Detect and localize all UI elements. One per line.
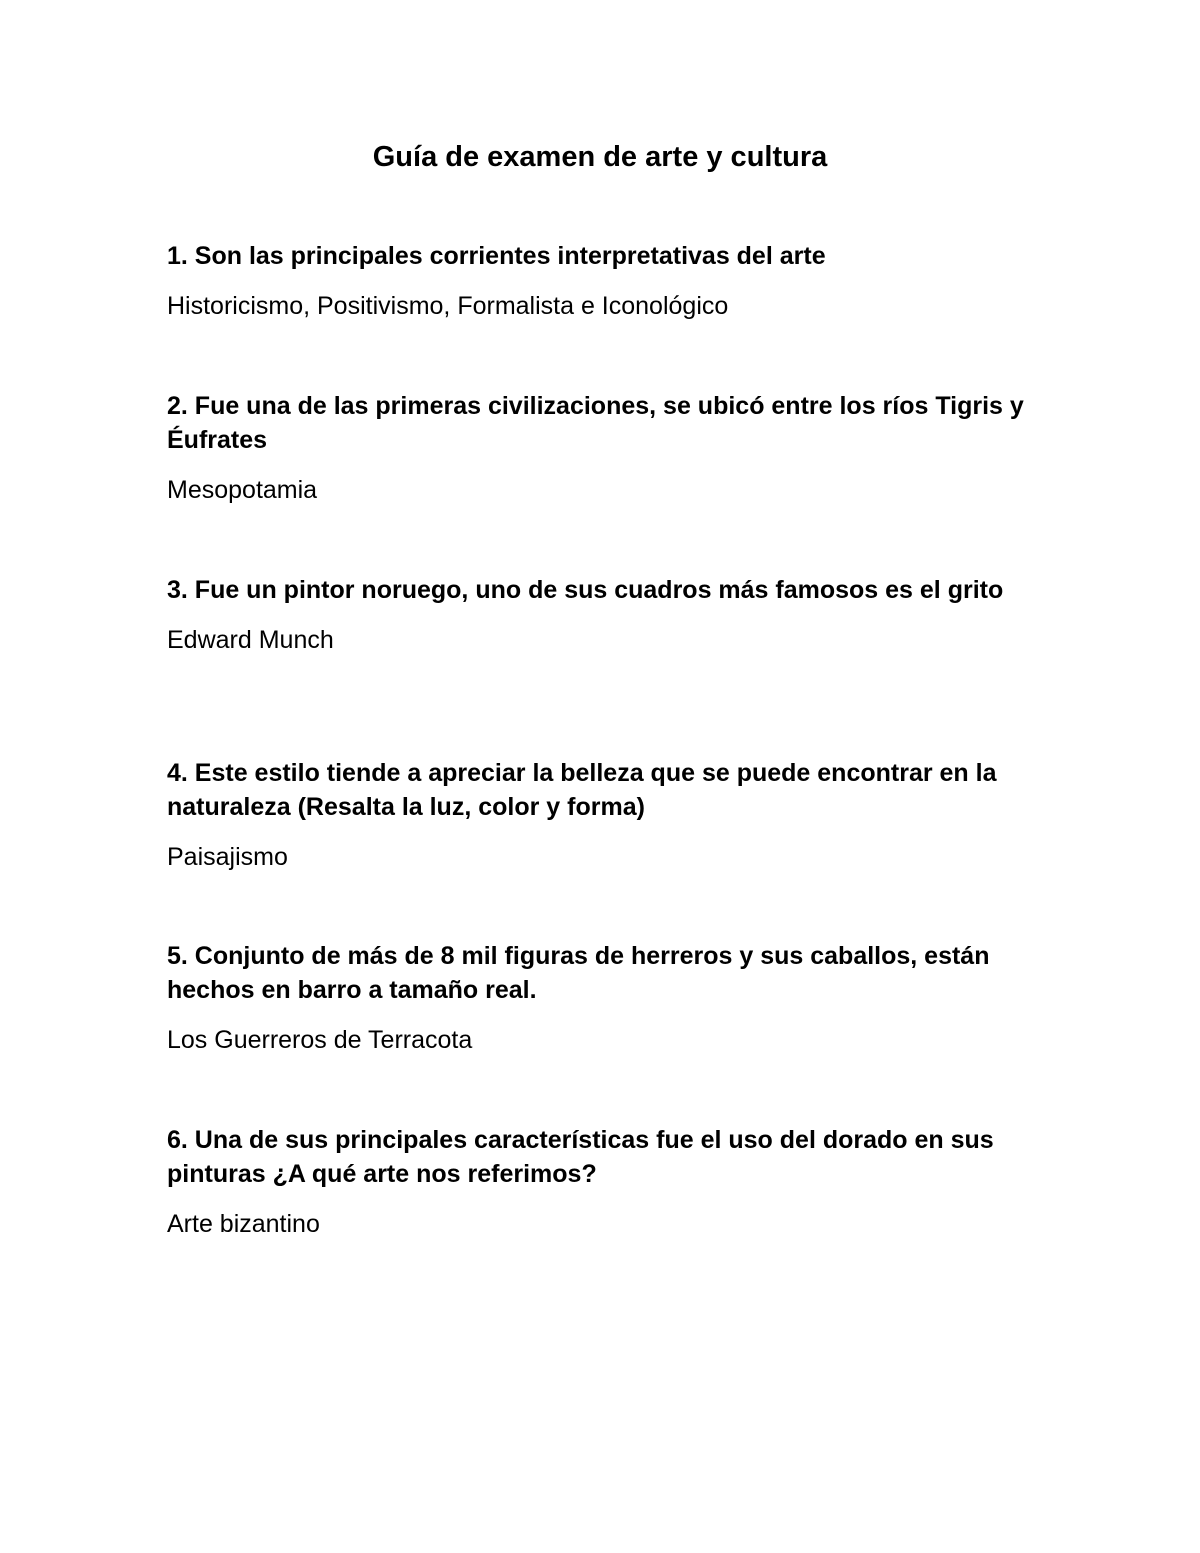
question-text: 3. Fue un pintor noruego, uno de sus cuadros más famosos es el grito [167, 576, 1004, 604]
question-item-1 [167, 239, 1047, 323]
answer-text: Arte bizantino [167, 1210, 320, 1238]
question-text: 6. Una de sus principales características fue el uso del dorado en sus pinturas ¿A qué arte nos referimos? [167, 1126, 994, 1188]
answer-text: Edward Munch [167, 626, 334, 654]
question-item-5 [167, 939, 1047, 1057]
page-title: Guía de examen de arte y cultura [372, 141, 828, 173]
question-item-2 [167, 389, 1047, 507]
question-text: 4. Este estilo tiende a apreciar la belleza que se puede encontrar en la naturaleza (Resalta la luz, color y forma) [167, 759, 997, 821]
question-item-6 [167, 1123, 1047, 1241]
question-text: 5. Conjunto de más de 8 mil figuras de herreros y sus caballos, están hechos en barro a tamaño real. [167, 942, 990, 1004]
question-text: 2. Fue una de las primeras civilizaciones, se ubicó entre los ríos Tigris y Éufrates [167, 392, 1024, 454]
question-item-4 [167, 756, 1047, 874]
answer-text: Paisajismo [167, 843, 288, 871]
question-text: 1. Son las principales corrientes interpretativas del arte [167, 242, 826, 270]
answer-text: Los Guerreros de Terracota [167, 1026, 473, 1054]
answer-text: Historicismo, Positivismo, Formalista e Iconológico [167, 292, 729, 320]
question-item-3 [167, 573, 1047, 657]
answer-text: Mesopotamia [167, 476, 318, 504]
